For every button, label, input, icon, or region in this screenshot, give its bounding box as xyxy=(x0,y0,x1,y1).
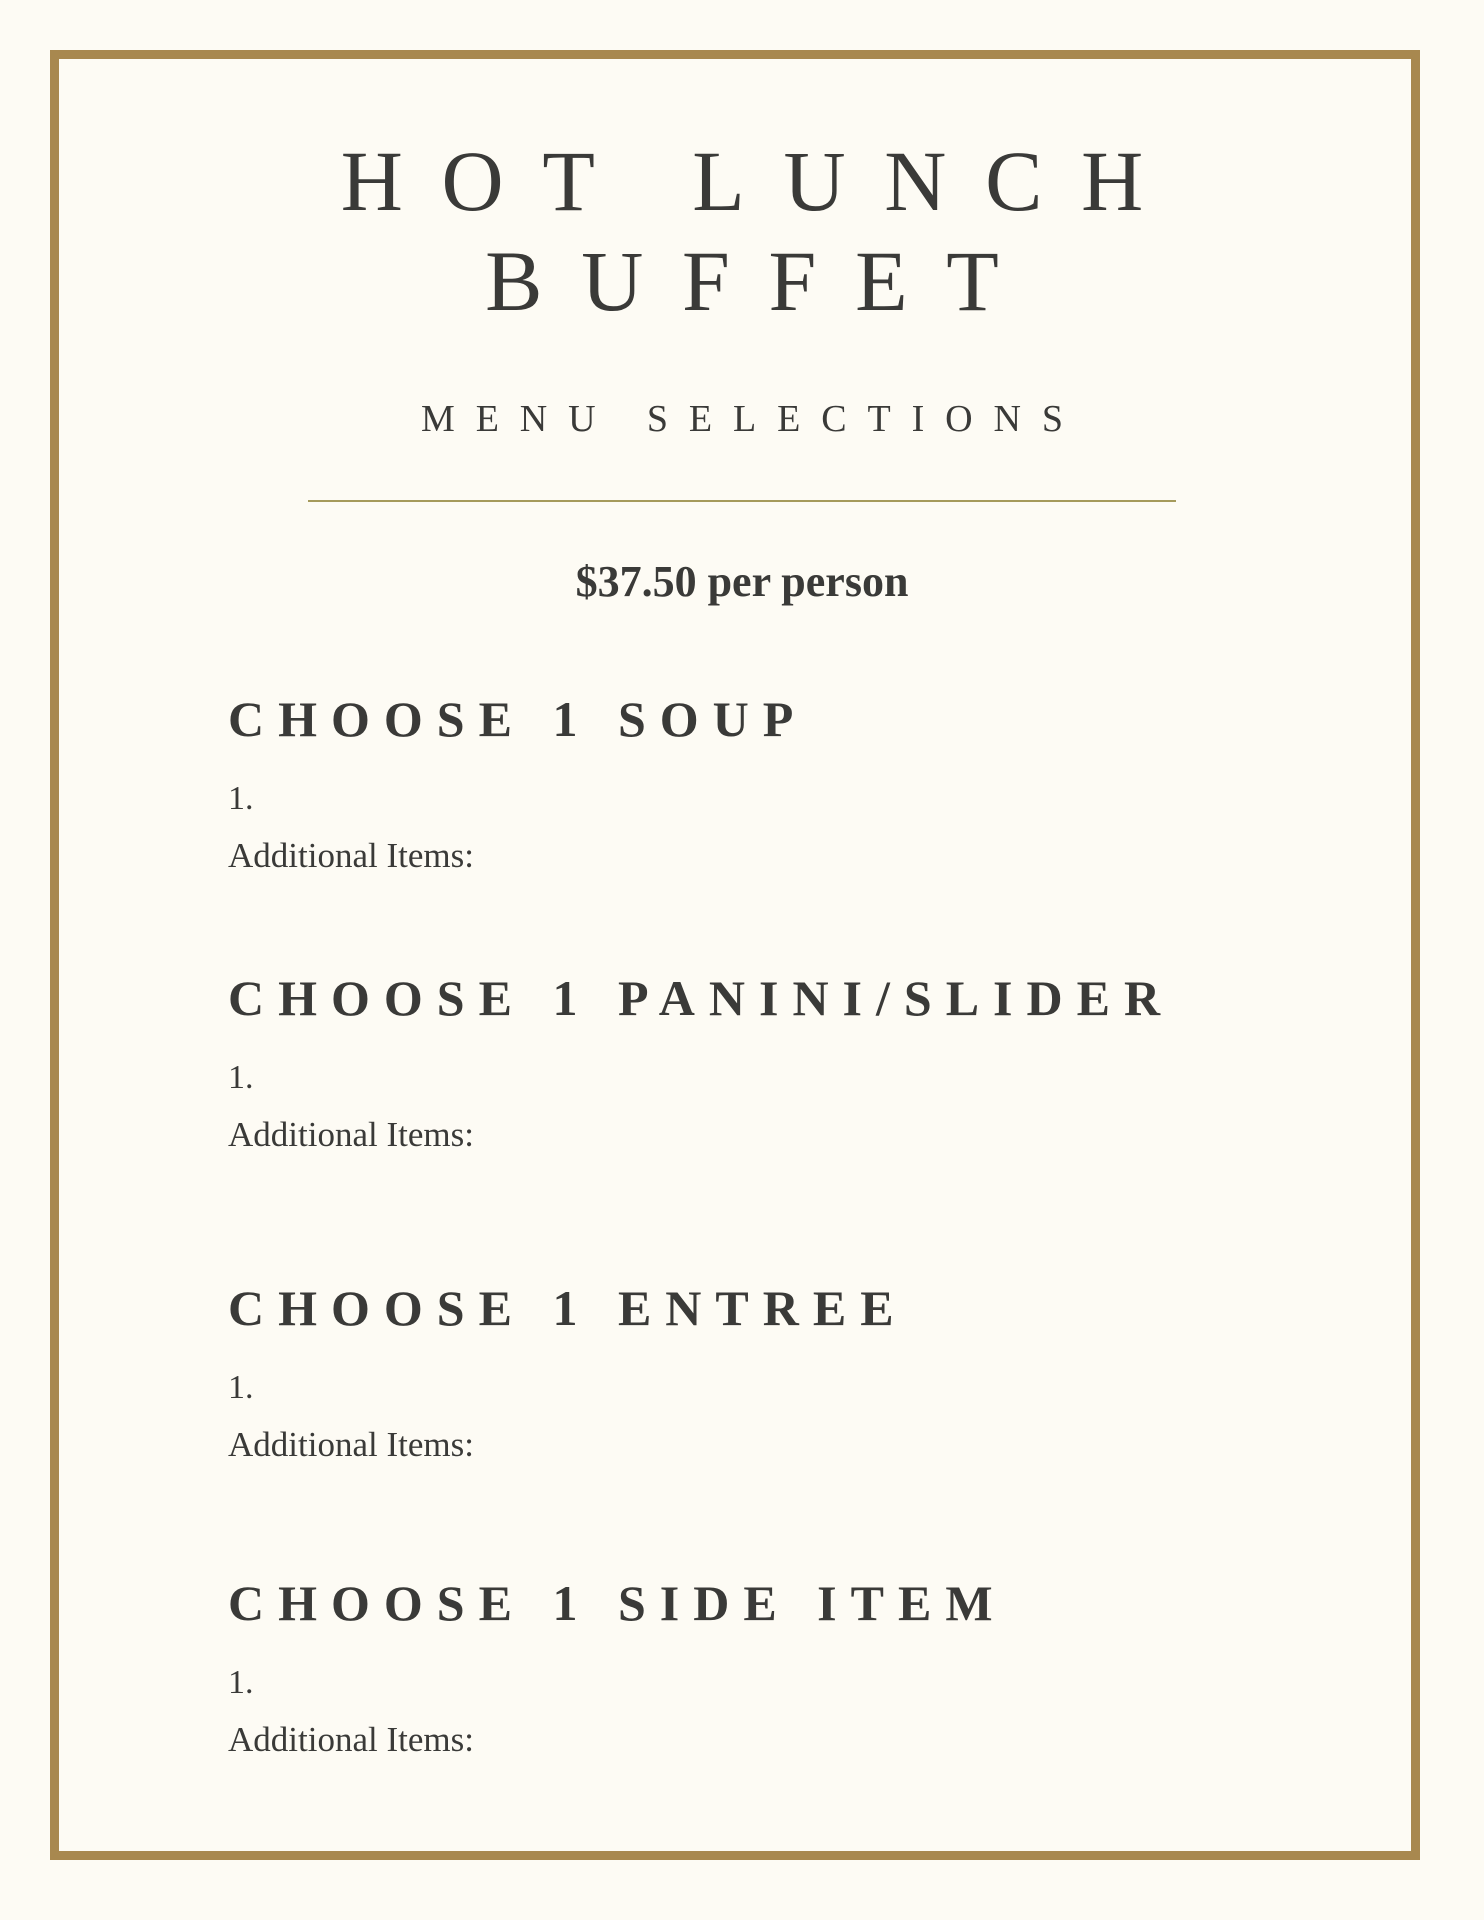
additional-items-label: Additional Items: xyxy=(228,1425,474,1464)
item-number: 1. xyxy=(228,1059,254,1096)
item-number: 1. xyxy=(228,1369,254,1406)
section-heading: CHOOSE 1 SIDE ITEM xyxy=(228,1575,1007,1631)
item-number: 1. xyxy=(228,780,254,817)
additional-items-label: Additional Items: xyxy=(228,836,474,875)
additional-items-label: Additional Items: xyxy=(228,1720,474,1759)
additional-items-label: Additional Items: xyxy=(228,1115,474,1154)
section-panini-slider xyxy=(228,970,1328,1154)
section-heading: CHOOSE 1 ENTREE xyxy=(228,1280,908,1336)
page-title-line-2: BUFFET xyxy=(485,233,1038,329)
price-per-person: $37.50 per person xyxy=(575,557,909,606)
page-subtitle: MENU SELECTIONS xyxy=(421,398,1084,440)
divider xyxy=(308,500,1176,502)
page-title-line-1: HOT LUNCH xyxy=(340,133,1182,229)
section-entree xyxy=(228,1280,1328,1464)
section-heading: CHOOSE 1 PANINI/SLIDER xyxy=(228,970,1175,1026)
item-number: 1. xyxy=(228,1664,254,1701)
section-side-item xyxy=(228,1575,1328,1759)
section-heading: CHOOSE 1 SOUP xyxy=(228,691,808,747)
section-soup xyxy=(228,691,1328,875)
